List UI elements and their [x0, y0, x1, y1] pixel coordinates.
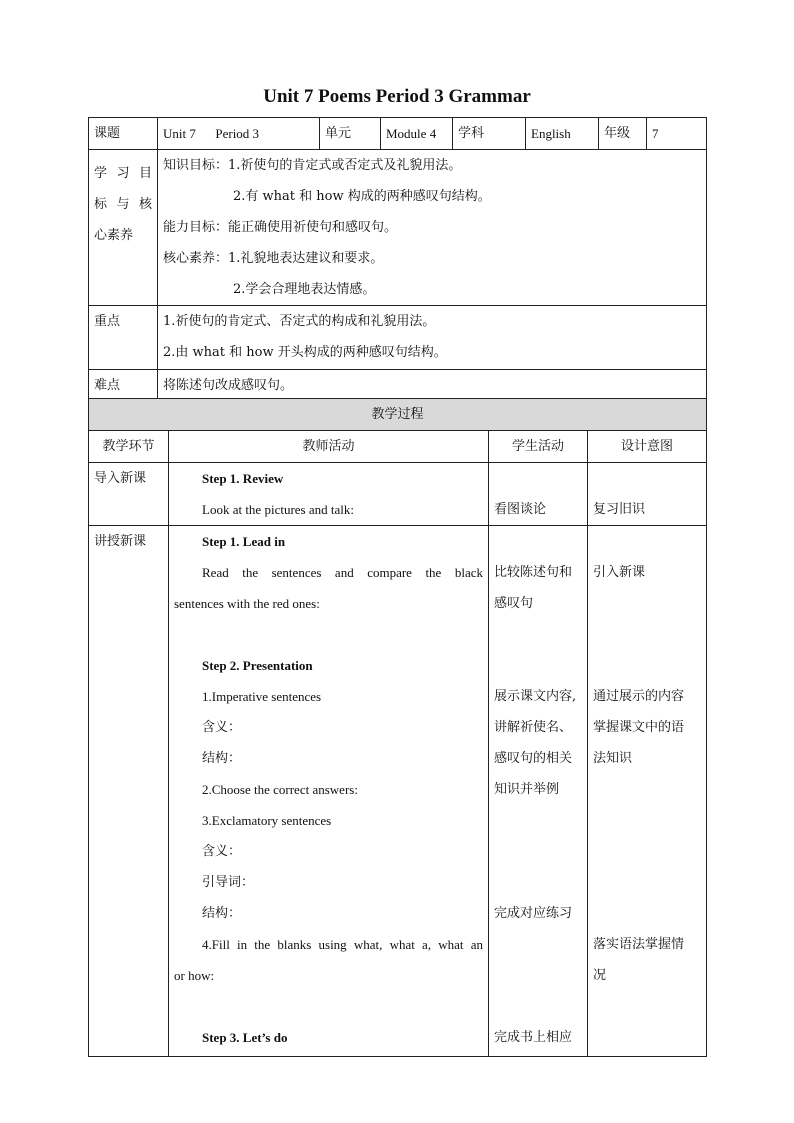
- process-header: 教学过程: [89, 399, 707, 431]
- key-points-content: [158, 306, 707, 370]
- lead-in-text: sentences with the red ones:: [174, 596, 320, 611]
- info-table: [88, 117, 707, 402]
- student-text: 感叹句: [494, 596, 534, 611]
- column-header: 教学环节: [89, 431, 169, 463]
- grade-label: 年级: [599, 118, 647, 150]
- lets-do-step-title: Step 3. Let’s do: [202, 1030, 288, 1045]
- teach-stage: 讲授新课: [89, 526, 169, 1057]
- intro-intent-text: 复习旧识: [593, 502, 646, 517]
- unit-value: Module 4: [381, 118, 453, 150]
- difficulty-label: 难点: [89, 370, 158, 402]
- objective-line: 2.有 what 和 how 构成的两种感叹句结构。: [233, 189, 491, 204]
- objectives-label-text: 学 习 目 标 与 核 心素养: [94, 166, 152, 243]
- intent-text: 掌握课文中的语: [593, 720, 685, 735]
- key-point-line: 1.祈使句的肯定式、否定式的构成和礼貌用法。: [163, 314, 436, 329]
- presentation-item: 2.Choose the correct answers:: [202, 782, 358, 797]
- teach-student: [489, 526, 588, 1057]
- teach-teacher: [169, 526, 489, 1057]
- intent-text: 通过展示的内容: [593, 689, 685, 704]
- difficulty-content: 将陈述句改成感叹句。: [158, 370, 707, 402]
- presentation-item: 结构：: [202, 751, 242, 766]
- unit-label: 单元: [320, 118, 381, 150]
- column-header: 设计意图: [588, 431, 707, 463]
- student-text: 比较陈述句和: [494, 565, 573, 580]
- key-point-line: 2.由 what 和 how 开头构成的两种感叹句结构。: [163, 345, 447, 360]
- intent-text: 况: [593, 968, 607, 983]
- intent-text: 引入新课: [593, 565, 646, 580]
- intro-step-title: Step 1. Review: [202, 471, 284, 486]
- page-title: Unit 7 Poems Period 3 Grammar: [263, 86, 531, 107]
- column-header: 教师活动: [169, 431, 489, 463]
- lead-in-text: Read the sentences and compare the black: [202, 565, 483, 580]
- fill-blanks-text: 4.Fill in the blanks using what, what a, what an: [202, 937, 483, 952]
- objective-line: 核心素养：1.礼貌地表达建议和要求。: [163, 251, 384, 266]
- key-points-label: 重点: [89, 306, 158, 370]
- presentation-item: 含义：: [202, 720, 242, 735]
- subject-value: English: [526, 118, 599, 150]
- presentation-item: 含义：: [202, 844, 242, 859]
- presentation-step-title: Step 2. Presentation: [202, 658, 313, 673]
- student-text: 展示课文内容,: [494, 689, 577, 704]
- subject-label: 学科: [453, 118, 526, 150]
- objective-line: 能力目标：能正确使用祈使句和感叹句。: [163, 220, 398, 235]
- intro-step-text: Look at the pictures and talk:: [202, 502, 354, 517]
- intro-student: [489, 463, 588, 526]
- grade-value: 7: [647, 118, 707, 150]
- course-label: 课题: [89, 118, 158, 150]
- presentation-item: 1.Imperative sentences: [202, 689, 322, 704]
- student-text: 讲解祈使名、: [494, 720, 573, 735]
- intent-text: 落实语法掌握情: [593, 937, 685, 952]
- process-table: [88, 398, 707, 1057]
- objectives-content: [158, 150, 707, 306]
- presentation-item: 结构：: [202, 906, 242, 921]
- objective-line: 知识目标：1.祈使句的肯定式或否定式及礼貌用法。: [163, 158, 462, 173]
- intro-teacher: [169, 463, 489, 526]
- student-text: 感叹句的相关: [494, 751, 573, 766]
- intro-intent: [588, 463, 707, 526]
- course-value: Unit 7 Period 3: [158, 118, 320, 150]
- student-text: 知识并举例: [494, 782, 560, 797]
- presentation-item: 3.Exclamatory sentences: [202, 813, 332, 828]
- student-text: 完成书上相应: [494, 1030, 573, 1045]
- intro-stage: 导入新课: [89, 463, 169, 526]
- intro-student-text: 看图谈论: [494, 502, 547, 517]
- student-text: 完成对应练习: [494, 906, 573, 921]
- presentation-item: 引导词：: [202, 875, 255, 890]
- column-header: 学生活动: [489, 431, 588, 463]
- objectives-label: [89, 150, 158, 306]
- teach-intent: [588, 526, 707, 1057]
- fill-blanks-text: or how:: [174, 968, 215, 983]
- intent-text: 法知识: [593, 751, 633, 766]
- objective-line: 2.学会合理地表达情感。: [233, 282, 376, 297]
- lead-in-step-title: Step 1. Lead in: [202, 534, 286, 549]
